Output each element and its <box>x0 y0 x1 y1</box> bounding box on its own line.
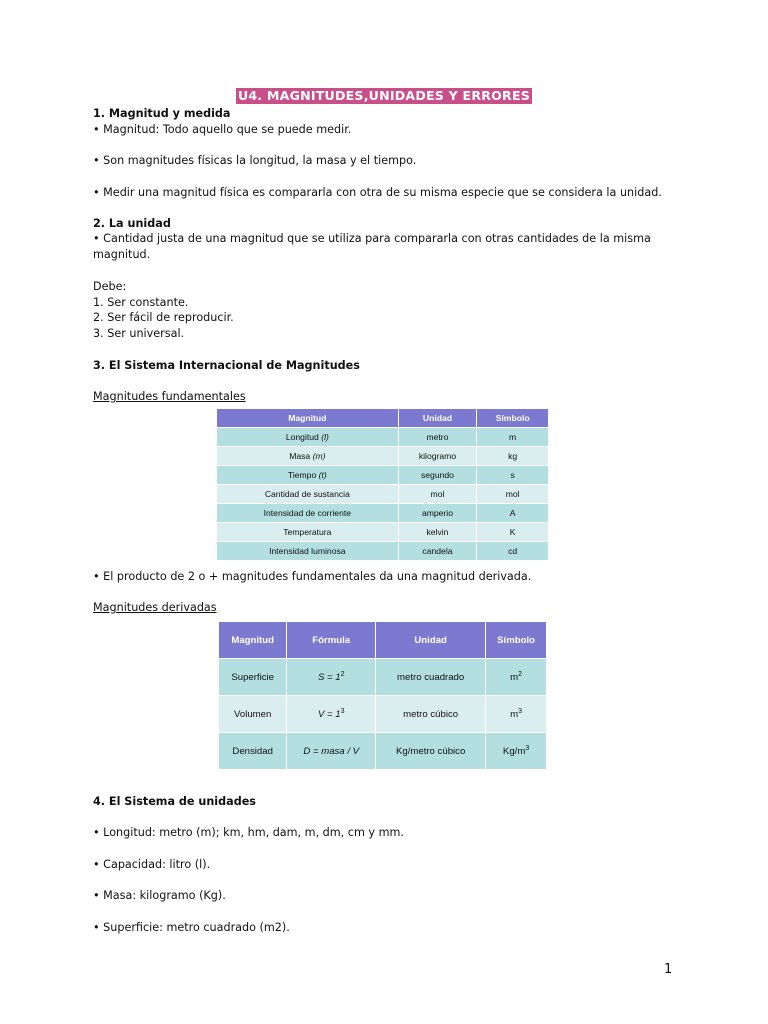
cell-magnitud: Longitud (l) <box>217 428 399 447</box>
cell-magnitud: Tiempo (t) <box>217 466 399 485</box>
cell-magnitud: Volumen <box>219 696 287 733</box>
cell-simbolo: $m^3$ <box>486 696 547 733</box>
cell-simbolo: mol <box>477 485 549 504</box>
page-number: 1 <box>664 962 673 977</box>
cell-unidad: metro cúbico <box>376 696 486 733</box>
table-row <box>217 485 549 504</box>
cell-unidad: mol <box>399 485 478 504</box>
table-row <box>217 504 549 523</box>
fundamental-table <box>217 409 549 561</box>
table-row <box>219 696 547 733</box>
s2-debe: Debe: <box>93 280 127 293</box>
s2-list-item-3: 3. Ser universal. <box>93 327 185 340</box>
cell-unidad: kilogramo <box>399 447 478 466</box>
cell-formula: $S = 1^2$ <box>287 659 376 696</box>
cell-simbolo: kg <box>477 447 549 466</box>
cell-formula: D = masa / V <box>287 733 376 770</box>
derived-label: Magnitudes derivadas <box>93 601 217 614</box>
table-row <box>217 428 549 447</box>
s2-paragraph-1: • Cantidad justa de una magnitud que se utiliza para compararla con otras cantidades de la misma magnitud. <box>93 232 651 261</box>
cell-magnitud: Masa (m) <box>217 447 399 466</box>
der-header-simbolo: Símbolo <box>486 622 547 659</box>
table-row <box>217 447 549 466</box>
s4-paragraph-4: • Superficie: metro cuadrado (m2). <box>93 921 290 934</box>
cell-simbolo: m <box>477 428 549 447</box>
cell-unidad: candela <box>399 542 478 561</box>
cell-unidad: metro <box>399 428 478 447</box>
cell-unidad: metro cuadrado <box>376 659 486 696</box>
fund-header-simbolo: Símbolo <box>477 409 549 428</box>
table-row <box>219 659 547 696</box>
s4-paragraph-1: • Longitud: metro (m); km, hm, dam, m, dm, cm y mm. <box>93 826 404 839</box>
cell-formula: $V = 1^3$ <box>287 696 376 733</box>
cell-simbolo: $Kg/m^3$ <box>486 733 547 770</box>
section-2-heading: 2. La unidad <box>93 217 171 230</box>
cell-magnitud: Intensidad de corriente <box>217 504 399 523</box>
s4-paragraph-3: • Masa: kilogramo (Kg). <box>93 889 226 902</box>
fundamental-label: Magnitudes fundamentales <box>93 390 246 403</box>
s2-list-item-2: 2. Ser fácil de reproducir. <box>93 311 234 324</box>
cell-simbolo: s <box>477 466 549 485</box>
section-4-heading: 4. El Sistema de unidades <box>93 795 256 808</box>
cell-simbolo: A <box>477 504 549 523</box>
product-note: • El producto de 2 o + magnitudes fundamentales da una magnitud derivada. <box>93 570 532 583</box>
cell-unidad: segundo <box>399 466 478 485</box>
cell-magnitud: Superficie <box>219 659 287 696</box>
s4-paragraph-2: • Capacidad: litro (l). <box>93 858 211 871</box>
section-3-heading: 3. El Sistema Internacional de Magnitudes <box>93 359 360 372</box>
s2-list-item-1: 1. Ser constante. <box>93 296 189 309</box>
cell-simbolo: cd <box>477 542 549 561</box>
table-row <box>217 466 549 485</box>
cell-magnitud: Temperatura <box>217 523 399 542</box>
cell-unidad: amperio <box>399 504 478 523</box>
section-1-heading: 1. Magnitud y medida <box>93 107 231 120</box>
cell-magnitud: Intensidad luminosa <box>217 542 399 561</box>
fund-header-unidad: Unidad <box>399 409 478 428</box>
der-header-formula: Fórmula <box>287 622 376 659</box>
document-title: U4. MAGNITUDES,UNIDADES Y ERRORES <box>237 88 531 103</box>
fund-header-magnitud: Magnitud <box>217 409 399 428</box>
table-row <box>217 523 549 542</box>
cell-unidad: Kg/metro cúbico <box>376 733 486 770</box>
cell-magnitud: Cantidad de sustancia <box>217 485 399 504</box>
cell-simbolo: K <box>477 523 549 542</box>
table-row <box>217 542 549 561</box>
title-wrap <box>0 88 768 104</box>
s1-paragraph-1: • Magnitud: Todo aquello que se puede medir. <box>93 123 352 136</box>
table-row <box>219 733 547 770</box>
s1-paragraph-2: • Son magnitudes físicas la longitud, la masa y el tiempo. <box>93 154 417 167</box>
cell-unidad: kelvin <box>399 523 478 542</box>
der-header-unidad: Unidad <box>376 622 486 659</box>
der-header-magnitud: Magnitud <box>219 622 287 659</box>
derived-table <box>219 622 547 770</box>
cell-simbolo: $m^2$ <box>486 659 547 696</box>
s1-paragraph-3: • Medir una magnitud física es compararla con otra de su misma especie que se considera la unidad. <box>93 186 662 199</box>
cell-magnitud: Densidad <box>219 733 287 770</box>
